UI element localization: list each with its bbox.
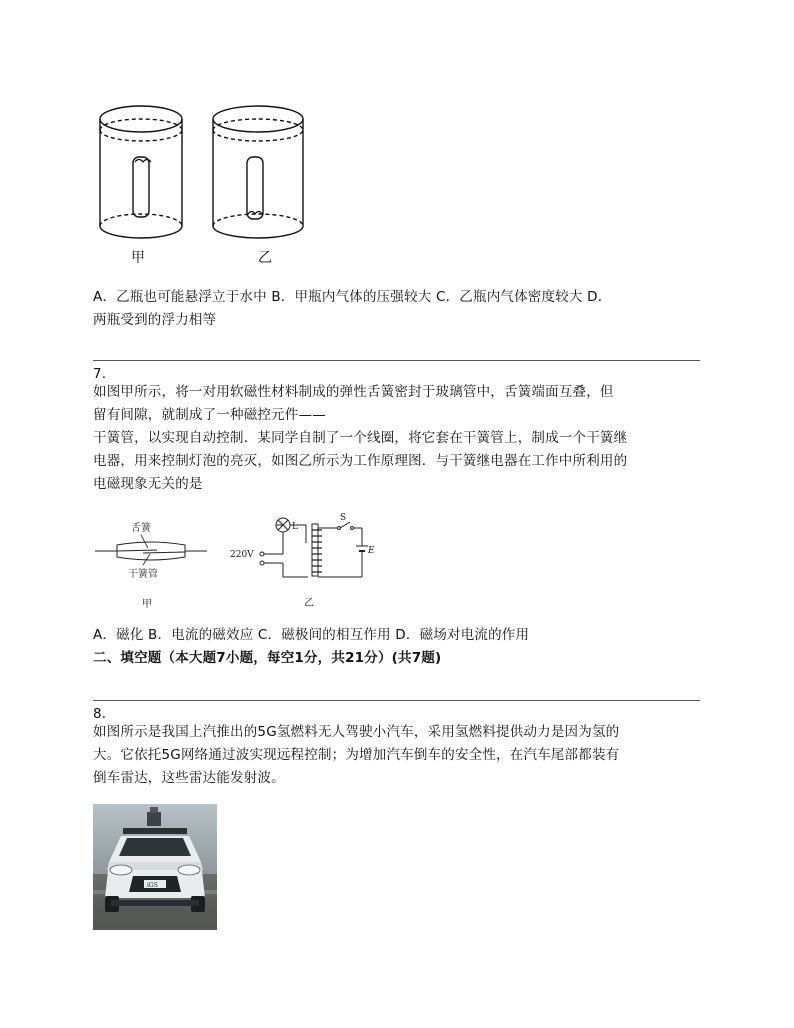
bottles-figure — [95, 96, 315, 271]
q7-stem-line-4: 电器，用来控制灯泡的亮灭，如图乙所示为工作原理图．与干簧继电器在工作中所利用的 — [93, 453, 628, 469]
hydrogen-car-photo — [93, 804, 217, 930]
figure-label-jia: 甲 — [131, 250, 146, 266]
separator-q8 — [93, 700, 700, 701]
figure-yi-caption: 乙 — [304, 598, 314, 609]
lamp-label: L — [292, 522, 298, 532]
voltage-label: 220V — [230, 550, 254, 560]
q6-options-line1: A．乙瓶也可能悬浮立于水中 B．甲瓶内气体的压强较大 C．乙瓶内气体密度较大 D． — [93, 289, 612, 305]
reed-switch-figure — [95, 515, 210, 610]
separator-q7 — [93, 360, 700, 361]
switch-label: S — [340, 513, 347, 523]
reed-label: 舌簧 — [131, 523, 151, 534]
q6-options-line2: 两瓶受到的浮力相等 — [93, 312, 217, 328]
q8-number: 8. — [93, 706, 107, 722]
q7-stem-line-1: 如图甲所示，将一对用软磁性材料制成的弹性舌簧密封于玻璃管中，舌簧端面互叠，但 — [93, 384, 614, 400]
q8-stem-line-2: 大。它依托5G网络通过波实现远程控制；为增加汽车倒车的安全性，在汽车尾部都装有 — [93, 747, 620, 763]
q8-stem-line-3: 倒车雷达，这些雷达能发射波。 — [93, 770, 285, 786]
figure-jia-caption: 甲 — [142, 599, 152, 610]
relay-circuit-figure — [228, 510, 388, 610]
q7-options: A．磁化 B．电流的磁效应 C．磁极间的相互作用 D．磁场对电流的作用 — [93, 627, 530, 643]
figure-label-yi: 乙 — [258, 250, 273, 266]
source-label: E — [368, 546, 375, 556]
q7-stem-line-3: 干簧管，以实现自动控制．某同学自制了一个线圈，将它套在干簧管上，制成一个干簧继 — [93, 430, 628, 446]
q8-stem-line-1: 如图所示是我国上汽推出的5G氢燃料无人驾驶小汽车，采用氢燃料提供动力是因为氢的 — [93, 724, 620, 740]
reed-tube-label: 干簧管 — [128, 569, 158, 580]
q7-number: 7. — [93, 366, 107, 382]
q7-stem-line-5: 电磁现象无关的是 — [93, 476, 203, 492]
section-heading: 二、填空题（本大题7小题，每空1分，共21分）(共7题) — [93, 650, 442, 666]
car-plate: iGS — [147, 882, 158, 889]
q7-stem-line-2: 留有间隙，就制成了一种磁控元件—— — [93, 407, 326, 423]
